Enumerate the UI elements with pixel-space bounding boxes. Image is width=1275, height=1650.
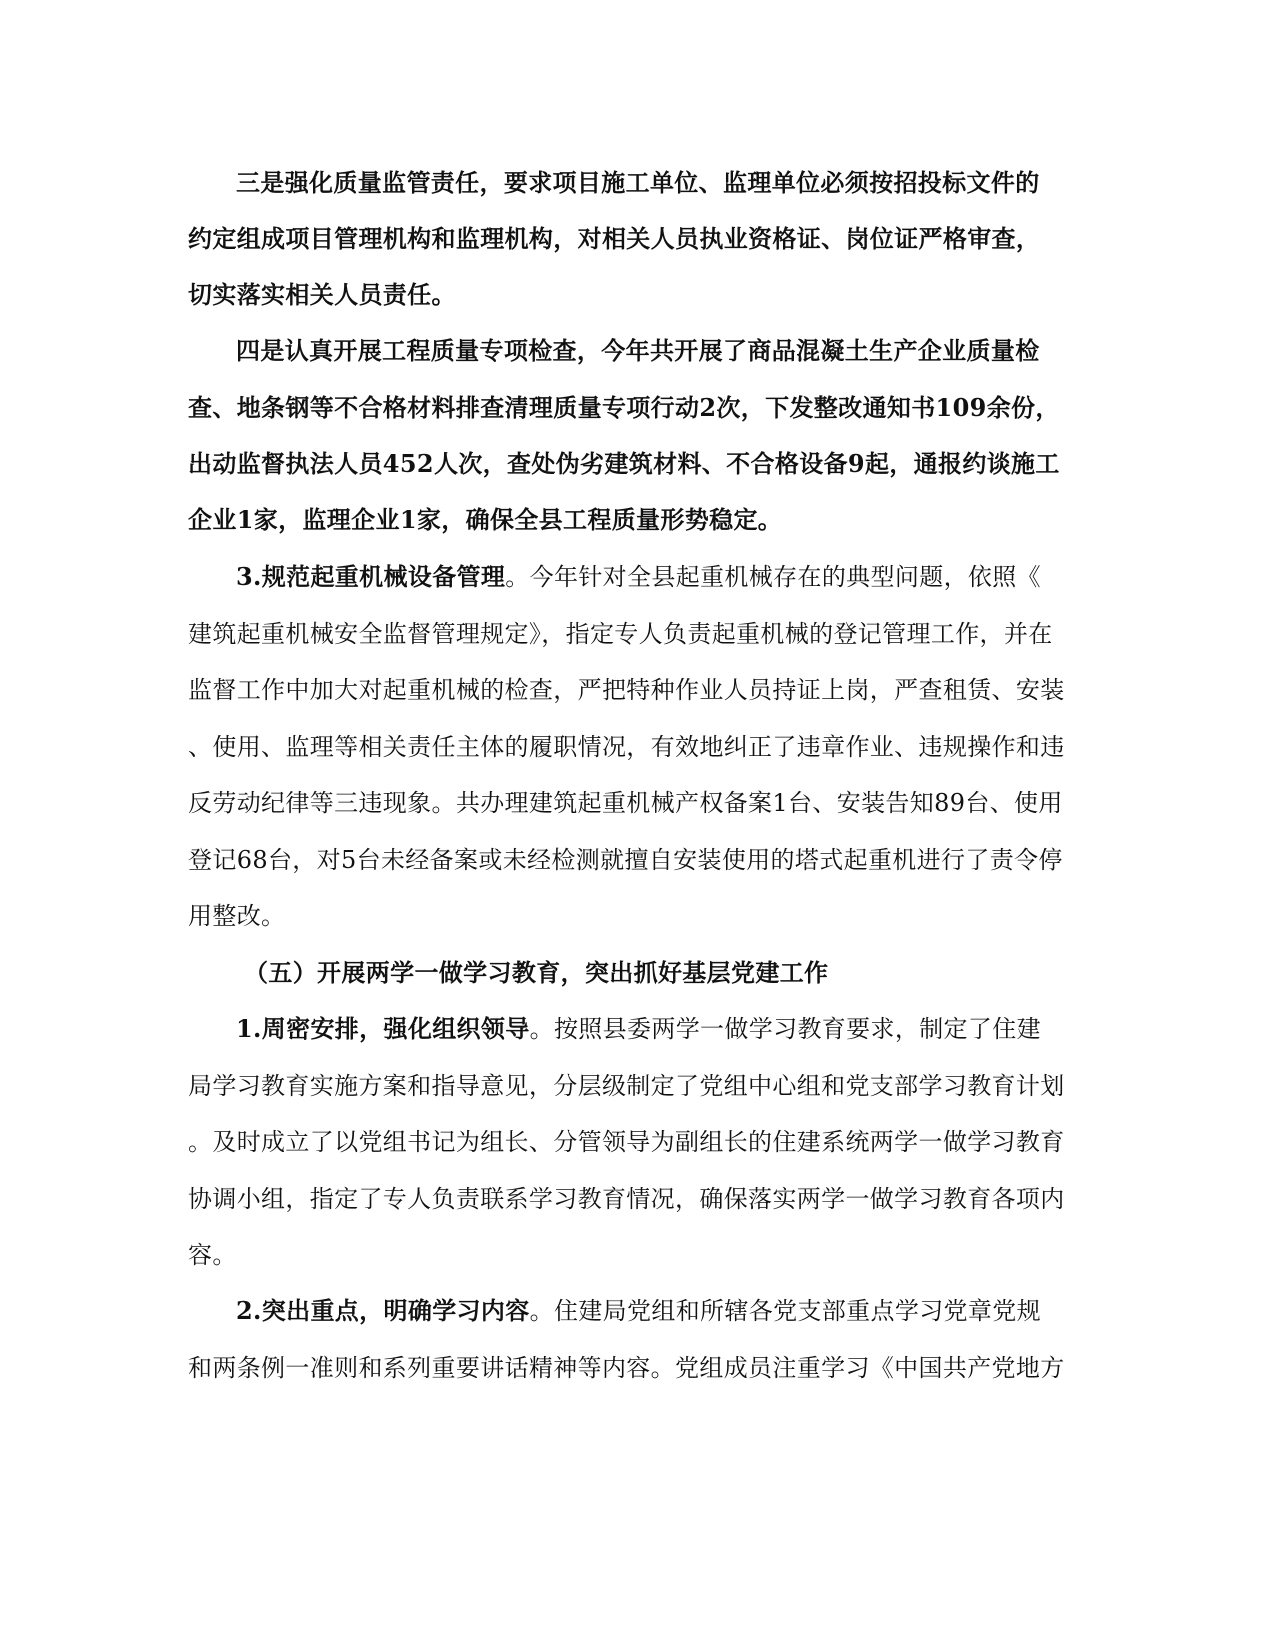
para4-line1-rest: 。按照县委两学一做学习教育要求，制定了住建 [529, 1015, 1041, 1043]
para3-line3: 监督工作中加大对起重机械的检查，严把特种作业人员持证上岗，严查租赁、安装 [188, 676, 1065, 704]
para3-line2: 建筑起重机械安全监督管理规定》，指定专人负责起重机械的登记管理工作，并在 [188, 620, 1053, 648]
para4-line4: 协调小组，指定了专人负责联系学习教育情况，确保落实两学一做学习教育各项内 [188, 1185, 1065, 1213]
para2-line3: 出动监督执法人员452人次，查处伪劣建筑材料、不合格设备9起，通报约谈施工 [188, 449, 1060, 478]
para2-line2: 查、地条钢等不合格材料排查清理质量专项行动2次，下发整改通知书109余份， [188, 393, 1060, 422]
para2-line1: 四是认真开展工程质量专项检查，今年共开展了商品混凝土生产企业质量检 [236, 336, 1040, 365]
para1-line2: 约定组成项目管理机构和监理机构，对相关人员执业资格证、岗位证严格审查， [188, 224, 1041, 253]
para3-line1-rest: 。今年针对全县起重机械存在的典型问题，依照《 [505, 563, 1041, 591]
para1-line1: 三是强化质量监管责任，要求项目施工单位、监理单位必须按招投标文件的 [236, 168, 1040, 197]
section-heading: （五）开展两学一做学习教育，突出抓好基层党建工作 [244, 958, 829, 987]
para5-line2: 和两条例一准则和系列重要讲话精神等内容。党组成员注重学习《中国共产党地方 [188, 1354, 1065, 1382]
para1-line3: 切实落实相关人员责任。 [188, 280, 456, 309]
para4-line5: 容。 [188, 1241, 237, 1269]
para4-line3: 。及时成立了以党组书记为组长、分管领导为副组长的住建系统两学一做学习教育 [188, 1128, 1065, 1156]
para3-line4: 、使用、监理等相关责任主体的履职情况，有效地纠正了违章作业、违规操作和违 [188, 733, 1065, 761]
para4-lead: 1.周密安排，强化组织领导 [236, 1014, 530, 1043]
para3-line6: 登记68台，对5台未经备案或未经检测就擅自安装使用的塔式起重机进行了责令停 [188, 846, 1063, 874]
para5-line1 [236, 1294, 1041, 1328]
para3-line5: 反劳动纪律等三违现象。共办理建筑起重机械产权备案1台、安装告知89台、使用 [188, 789, 1063, 817]
para4-line1 [236, 1012, 1041, 1046]
para3-line7: 用整改。 [188, 902, 286, 930]
para2-line4: 企业1家，监理企业1家，确保全县工程质量形势稳定。 [188, 505, 783, 534]
para3-line1 [236, 560, 1041, 594]
para3-lead: 3.规范起重机械设备管理 [236, 562, 506, 591]
para4-line2: 局学习教育实施方案和指导意见，分层级制定了党组中心组和党支部学习教育计划 [188, 1072, 1065, 1100]
para5-line1-rest: 。住建局党组和所辖各党支部重点学习党章党规 [529, 1297, 1041, 1325]
para5-lead: 2.突出重点，明确学习内容 [236, 1296, 530, 1325]
